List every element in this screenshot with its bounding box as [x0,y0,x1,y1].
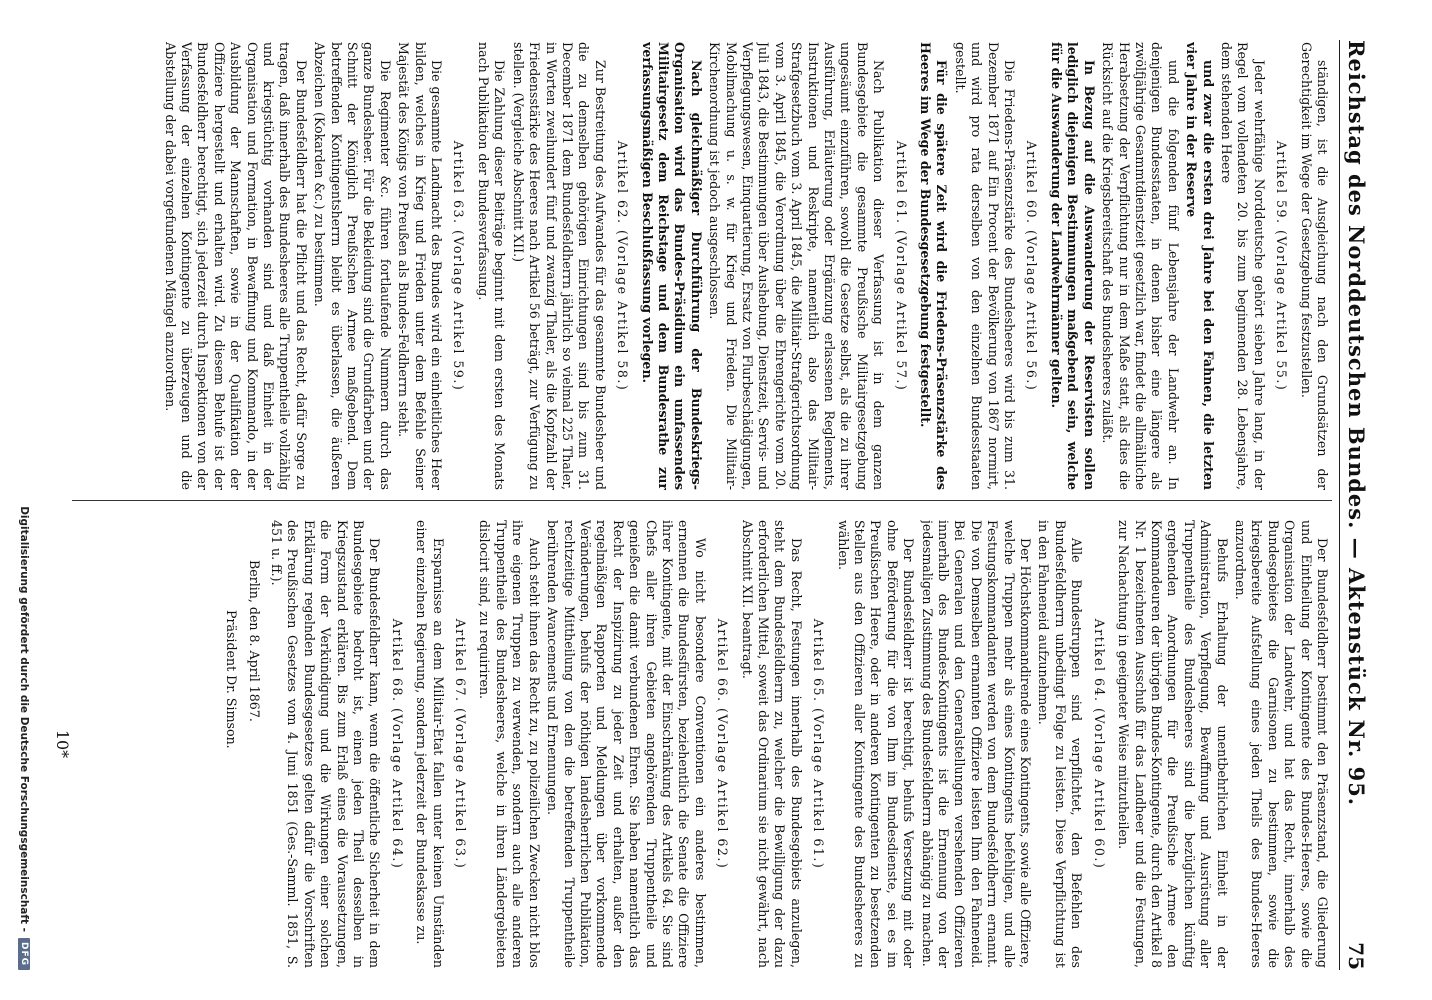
body-paragraph: Wo nicht besondere Conventionen ein anderes bestimmen, ernennen die Bundesfürsten, beziehentlich die Senate die Offiziere ihrer Kontingente, mit der Einschränkung des Artikels 64. Sie sind Chefs aller ihren Gebieten angehörenden Truppentheile und genießen die damit verbundenen Ehren. Sie haben namentlich das Recht der Inspizirung zu jeder Zeit und erhalten, außer den regelmäßigen Rapporten und Meldungen über vorkommende Veränderungen, behufs der nöthigen landesherrlichen Publikation, rechtzeitige Mittheilung von den die betreffenden Truppentheile berührenden Avancements und Ernennungen. [545,520,708,968]
body-paragraph: Nach Publikation dieser Verfassung ist in dem ganzen Bundesgebiete die gesammte Preußische Militairgesetzgebung ungesäumt einzuführen, sowohl die Gesetze selbst, als die zu ihrer Ausführung, Erläuterung oder Ergänzung erlassenen Reglements, Instruktionen und Reskripte, namentlich also das Militair-Strafgesetzbuch vom 3. April 1845, die Militair-Strafgerichtsordnung vom 3. April 1845, die Verordnung über die Ehrengerichte vom 20. Juli 1843, die Bestimmungen über Aushebung, Dienstzeit, Servis- und Verpflegungswesen, Einquartierung, Ersatz von Flurbeschädigungen, Mobilmachung u. s. w. für Krieg und Frieden. Die Militair-Kirchenordnung ist jedoch ausgeschlossen. [707,42,887,490]
page-header [1339,40,1384,970]
body-paragraph: Ersparnisse an dem Militair-Etat fallen unter keinen Umständen einer einzelnen Regierung, sondern jederzeit der Bundeskasse zu. [414,520,446,968]
column-divider [72,500,1332,501]
article-heading: Artikel 62. (Vorlage Artikel 58.) [615,140,631,392]
body-paragraph: Der Höchstkommandirende eines Kontingents, sowie alle Offiziere, welche Truppen mehr als eines Kontingents befehligen, und alle Festungskommandanten werden von dem Bundesfeldherrn ernannt. Die von Demselben ernannten Offiziere leisten Ihm den Fahneneid. Bei Generalen und den Generalstellungen versehenden Offizieren innerhalb des Bundes-Kontingents ist die Ernennung von der jedesmaligen Zustimmung des Bundesfeldherrn abhängig zu machen. [919,520,1034,968]
signature-line: Präsident Dr. Simson. [224,610,240,749]
page-number: 75 [1344,942,1368,970]
article-heading: Artikel 64. (Vorlage Artikel 60.) [1091,618,1107,870]
amendment-paragraph: Für die spätere Zeit wird die Friedens-Präsenzstärke des Heeres im Wege der Bundesgesetzgebung festgestellt. [918,42,950,490]
body-paragraph: Die gesammte Landmacht des Bundes wird ein einheitliches Heer bilden, welches in Krieg und Frieden unter dem Befehle Seiner Majestät des Königs von Preußen als Bundes-Feldherrn steht. [396,42,445,490]
body-paragraph: ständigen, ist die Ausgleichung nach den Grundsätzen der Gerechtigkeit im Wege der Gesetzgebung festzustellen. [1298,42,1330,490]
running-title: Reichstag des Norddeutschen Bundes. — Aktenstück Nr. 95. [1344,40,1369,807]
body-paragraph: Das Recht, Festungen innerhalb des Bundesgebiets anzulegen, steht dem Bundesfeldherrn zu, welcher die Bewilligung der dazu erforderlichen Mittel, soweit das Ordinarium sie nicht gewährt, nach Abschnitt XII. beantragt. [739,520,804,968]
article-heading: Artikel 59. (Vorlage Artikel 55.) [1274,140,1290,392]
amendment-paragraph: Nach gleichmäßiger Durchführung der Bundeskriegs-Organisation wird das Bundes-Präsidium ein umfassendes Militairgesetz dem Reichstage und dem Bundesrathe zur verfassungsmäßigen Beschlußfassung vorlegen. [639,42,704,490]
article-heading: Artikel 66. (Vorlage Artikel 62.) [715,618,731,870]
body-paragraph: Die Zahlung dieser Beiträge beginnt mit dem ersten des Monats nach Publikation der Bundesverfassung. [475,42,508,490]
body-paragraph: Die Regimenter &c. führen fortlaufende Nummern durch das ganze Bundesheer. Für die Bekleidung sind die Grundfarben und der Schnitt der Königlich Preußischen Armee maßgebend. Dem betreffenden Kontingentsherrn bleibt es überlassen, die äußeren Abzeichen (Kokarden &c.) zu bestimmen. [312,42,393,490]
body-paragraph: Die Friedens-Präsenzstärke des Bundesheeres wird bis zum 31. Dezember 1871 auf Ein Procent der Bevölkerung von 1867 normirt, und wird pro rata derselben von den einzelnen Bundesstaaten gestellt. [952,42,1018,490]
digitization-note: Digitalisierung gefördert durch die Deutsche Forschungsgemeinschaft - [18,506,30,932]
body-paragraph: Auch steht ihnen das Recht zu, zu polizeilichen Zwecken nicht blos ihre eigenen Truppen zu verwenden, sondern auch alle anderen Truppentheile des Bundesheeres, welche in ihren Ländergebieten dislocirt sind, zu requiriren. [477,520,542,968]
amendment-paragraph: und zwar die ersten drei Jahre bei den Fahnen, die letzten vier Jahre in der Reserve [1184,42,1216,490]
article-heading: Artikel 65. (Vorlage Artikel 61.) [811,618,827,870]
body-paragraph: Jeder wehrfähige Norddeutsche gehört sieben Jahre lang, in der Regel vom vollendeten 20. bis zum beginnenden 28. Lebensjahre, dem stehenden Heere [1218,42,1267,490]
left-column [80,42,1330,490]
date-line: Berlin, den 8. April 1867. [246,560,262,722]
article-heading: Artikel 61. (Vorlage Artikel 57.) [893,140,909,392]
body-paragraph: und die folgenden fünf Lebensjahre der Landwehr an. In denjenigen Bundesstaaten, in denen bisher eine längere als zwölfjährige Gesammtdienstzeit gesetzlich war, findet die allmähliche Herabsetzung der Verpflichtung nur in dem Maße statt, als dies die Rücksicht auf die Kriegsbereitschaft des Bundesheeres zuläßt. [1100,42,1181,490]
body-paragraph: Zur Bestreitung des Aufwandes für das gesammte Bundesheer und die zu demselben gehörigen Einrichtungen sind bis zum 31. December 1871 dem Bundesfeldherrn jährlich so vielmal 225 Thaler, in Worten zweihundert fünf und zwanzig Thaler, als die Kopfzahl der Friedensstärke des Heeres nach Artikel 56 beträgt, zur Verfügung zu stellen. (Vergleiche Abschnitt XII.) [510,42,608,490]
amendment-paragraph: In Bezug auf die Auswanderung der Reservisten sollen lediglich diejenigen Bestimmungen maßgebend sein, welche für die Auswanderung der Landwehrmänner gelten. [1048,42,1097,490]
article-heading: Artikel 68. (Vorlage Artikel 64.) [389,618,405,870]
body-paragraph: Alle Bundestruppen sind verpflichtet, den Befehlen des Bundesfeldherrn unbedingt Folge zu leisten. Diese Verpflichtung ist in den Fahneneid aufzunehmen. [1036,520,1085,968]
article-heading: Artikel 63. (Vorlage Artikel 59.) [451,140,467,392]
right-column [80,520,1330,968]
body-paragraph: Der Bundesfeldherr ist berechtigt, behufs Versetzung mit oder ohne Beförderung für die von Ihm im Bundesdienste, sei es im Preußischen Heere, oder in anderen Kontingenten zu besetzenden Stellen aus den Offizieren aller Kontingente des Bundesheeres zu wählen. [835,520,917,968]
article-heading: Artikel 67. (Vorlage Artikel 63.) [453,618,469,870]
signature-mark: 10* [53,729,72,759]
body-paragraph: Behufs Erhaltung der unentbehrlichen Einheit in der Administration, Verpflegung, Bewaffnung und Ausrüstung aller Truppentheile des Bundesheeres sind die bezüglichen künftig ergehenden Anordnungen für die Preußische Armee den Kommandeuren der übrigen Bundes-Kontingente, durch den Artikel 8 Nr. 1 bezeichneten Ausschuß für das Landheer und die Festungen, zur Nachachtung in geeigneter Weise mitzutheilen. [1116,520,1230,968]
dfg-logo: DFG [18,938,30,970]
digitization-banner [14,30,34,970]
body-paragraph: Der Bundesfeldherr kann, wenn die öffentliche Sicherheit in dem Bundesgebiete bedroht ist, einen jeden Theil desselben in Kriegszustand erklären. Bis zum Erlaß eines die Voraussetzungen, die Form der Verkündigung und die Wirkungen einer solchen Erklärung regelnden Bundesgesetzes gelten dafür die Vorschriften des Preußischen Gesetzes vom 4. Juni 1851 (Ges.-Samml. 1851, S. 451 u. ff.). [269,520,383,968]
body-paragraph: Der Bundesfeldherr hat die Pflicht und das Recht, dafür Sorge zu tragen, daß innerhalb des Bundesheeres alle Truppentheile vollzählig und kriegstüchtig vorhanden sind und daß Einheit in der Organisation und Formation, in Bewaffnung und Kommando, in der Ausbildung der Mannschaften, sowie in der Qualifikation der Offiziere hergestellt und erhalten wird. Zu diesem Behufe ist der Bundesfeldherr berechtigt, sich jederzeit durch Inspektionen von der Verfassung der einzelnen Kontingente zu überzeugen und die Abstellung der dabei vorgefundenen Mängel anzuordnen. [162,42,309,490]
body-paragraph: Der Bundesfeldherr bestimmt den Präsenzstand, die Gliederung und Eintheilung der Kontingente des Bundes-Heeres, sowie die Organisation der Landwehr, und hat das Recht, innerhalb des Bundesgebietes die Garnisonen zu bestimmen, sowie die kriegsbereite Aufstellung eines jeden Theils des Bundes-Heeres anzuordnen. [1232,520,1330,968]
article-heading: Artikel 60. (Vorlage Artikel 56.) [1024,140,1040,392]
